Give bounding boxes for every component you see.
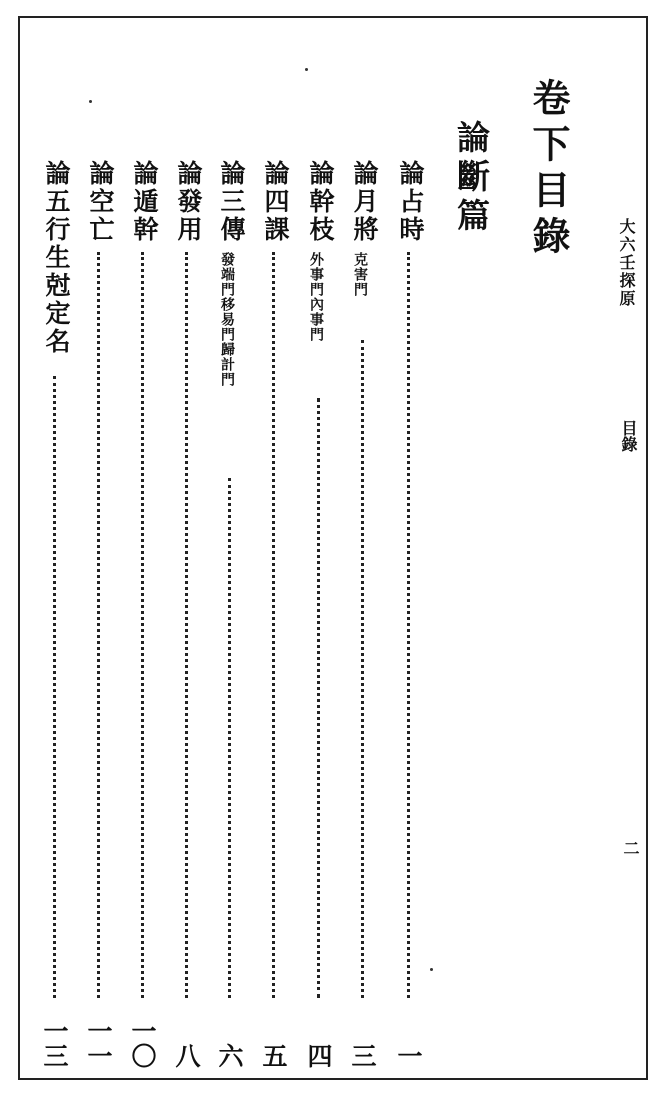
toc-leader-dots [141, 252, 144, 998]
section-title: 論斷篇 [452, 120, 491, 237]
toc-entry-page: 一三 [40, 1018, 69, 1068]
toc-entry-title: 論月將 [350, 160, 379, 244]
toc-entry-title: 論遁幹 [130, 160, 159, 244]
toc-leader-dots [228, 478, 231, 998]
toc-entry-subtitle: 克害門 [352, 252, 368, 297]
toc-leader-dots [361, 340, 364, 998]
volume-title: 卷下目錄 [526, 78, 571, 262]
toc-entry-page: 一 [394, 1043, 423, 1068]
toc-entry-subtitle: 發端門移易門歸計門 [219, 252, 235, 387]
toc-entry [257, 160, 291, 1068]
toc-leader-dots [272, 252, 275, 998]
toc-entry-title: 論四課 [261, 160, 290, 244]
toc-entry [82, 160, 116, 1068]
toc-entry-title: 論占時 [396, 160, 425, 244]
toc-entry-page: 一〇 [128, 1018, 157, 1068]
toc-leader-dots [185, 252, 188, 998]
toc-leader-dots [97, 252, 100, 998]
toc-entry-title: 論五行生尅定名 [42, 160, 71, 356]
toc-entry [346, 160, 380, 1068]
toc-entry-title: 論幹枝 [306, 160, 335, 244]
scan-speck [430, 968, 433, 971]
toc-entry-page: 六 [215, 1043, 244, 1068]
toc-entry-page: 八 [172, 1043, 201, 1068]
toc-entry-page: 四 [304, 1043, 333, 1068]
toc-entry-page: 三 [348, 1043, 377, 1068]
toc-entry-title: 論三傳 [217, 160, 246, 244]
toc-entry [392, 160, 426, 1068]
toc-entry-title: 論空亡 [86, 160, 115, 244]
running-head-section-mark: 目錄 [619, 420, 638, 452]
toc-entry [213, 160, 247, 1068]
toc-entry-subtitle: 外事門內事門 [308, 252, 324, 342]
toc-entry-title: 論發用 [174, 160, 203, 244]
scan-speck [89, 100, 92, 103]
page-number: 二 [621, 840, 640, 856]
toc-entry [170, 160, 204, 1068]
toc-entry [126, 160, 160, 1068]
toc-entry-page: 五 [259, 1043, 288, 1068]
toc-entry [38, 160, 72, 1068]
toc-leader-dots [407, 252, 410, 998]
toc-entry [302, 160, 336, 1068]
scan-speck [305, 68, 308, 71]
toc-leader-dots [317, 398, 320, 998]
toc-leader-dots [53, 376, 56, 998]
toc-entry-page: 一一 [84, 1018, 113, 1068]
running-head-book-title: 大六壬探原 [617, 218, 636, 308]
